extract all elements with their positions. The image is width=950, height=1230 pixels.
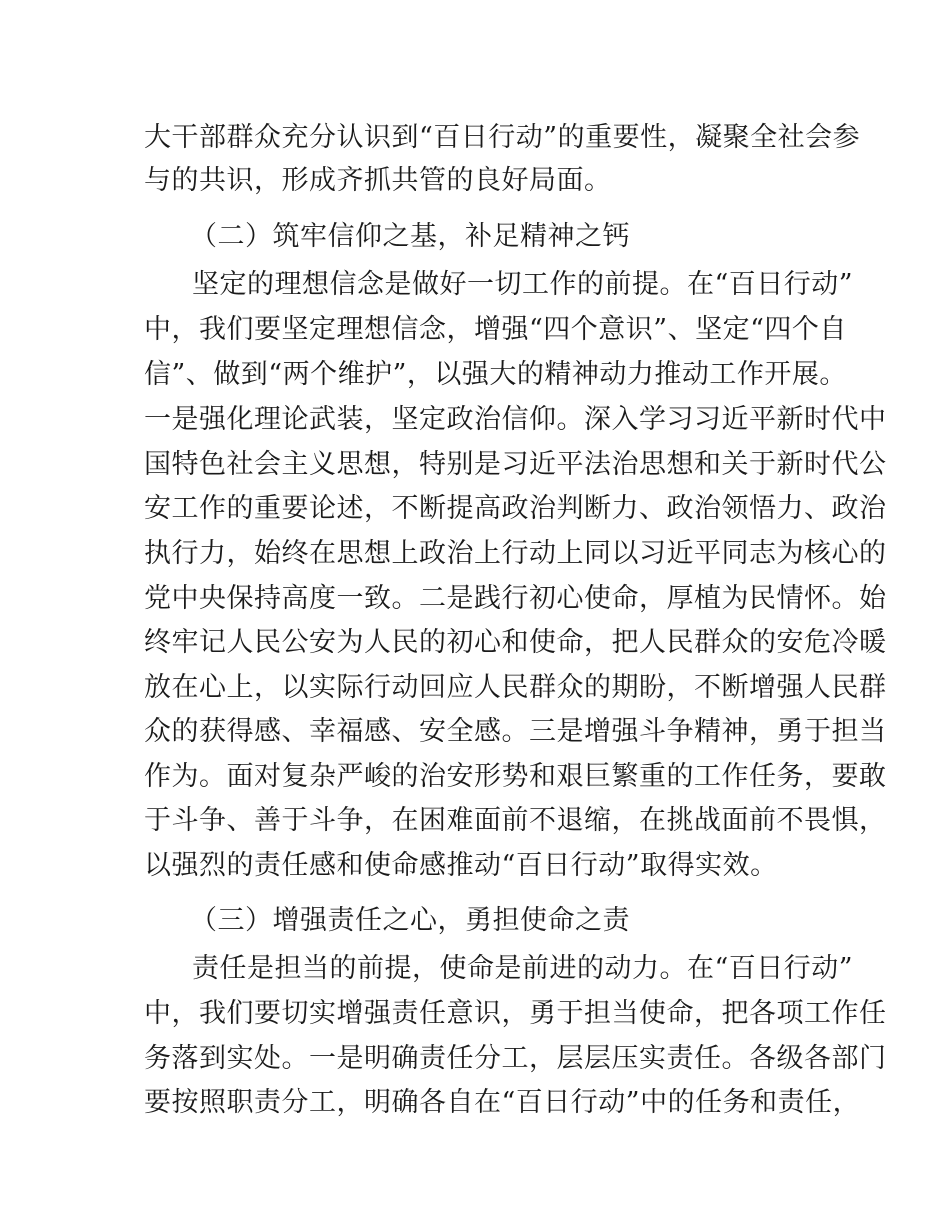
text-line: 执行力，始终在思想上政治上行动上同以习近平同志为核心的 [144,538,887,569]
text-line: 大干部群众充分认识到“百日行动”的重要性，凝聚全社会参 [144,122,861,153]
text-line: 信”、做到“两个维护”，以强大的精神动力推动工作开展。 [144,359,847,390]
text-line: 与的共识，形成齐抓共管的良好局面。 [144,165,612,196]
text-line: 国特色社会主义思想，特别是习近平法治思想和关于新时代公 [144,449,887,480]
section-heading: （三）增强责任之心，勇担使命之责 [190,905,630,936]
text-line: 放在心上，以实际行动回应人民群众的期盼，不断增强人民群 [144,672,887,703]
text-line: 一是强化理论武装，坚定政治信仰。深入学习习近平新时代中 [144,404,887,435]
section-heading: （二）筑牢信仰之基，补足精神之钙 [190,221,630,252]
text-line: 终牢记人民公安为人民的初心和使命，把人民群众的安危冷暖 [144,627,887,658]
text-line: 中，我们要切实增强责任意识，勇于担当使命，把各项工作任 [144,998,887,1029]
text-line: 务落到实处。一是明确责任分工，层层压实责任。各级各部门 [144,1043,887,1074]
text-line: 党中央保持高度一致。二是践行初心使命，厚植为民情怀。始 [144,583,887,614]
text-line: 作为。面对复杂严峻的治安形势和艰巨繁重的工作任务，要敢 [144,761,887,792]
text-line: 要按照职责分工，明确各自在“百日行动”中的任务和责任， [144,1087,861,1118]
text-line: 安工作的重要论述，不断提高政治判断力、政治领悟力、政治 [144,493,887,524]
text-line: 以强烈的责任感和使命感推动“百日行动”取得实效。 [144,850,778,881]
paragraph-first-line: 坚定的理想信念是做好一切工作的前提。在“百日行动” [192,269,854,300]
paragraph-first-line: 责任是担当的前提，使命是前进的动力。在“百日行动” [192,953,854,984]
text-line: 于斗争、善于斗争，在困难面前不退缩，在挑战面前不畏惧， [144,805,887,836]
text-line: 中，我们要坚定理想信念，增强“四个意识”、坚定“四个自 [144,314,847,345]
text-line: 众的获得感、幸福感、安全感。三是增强斗争精神，勇于担当 [144,716,887,747]
